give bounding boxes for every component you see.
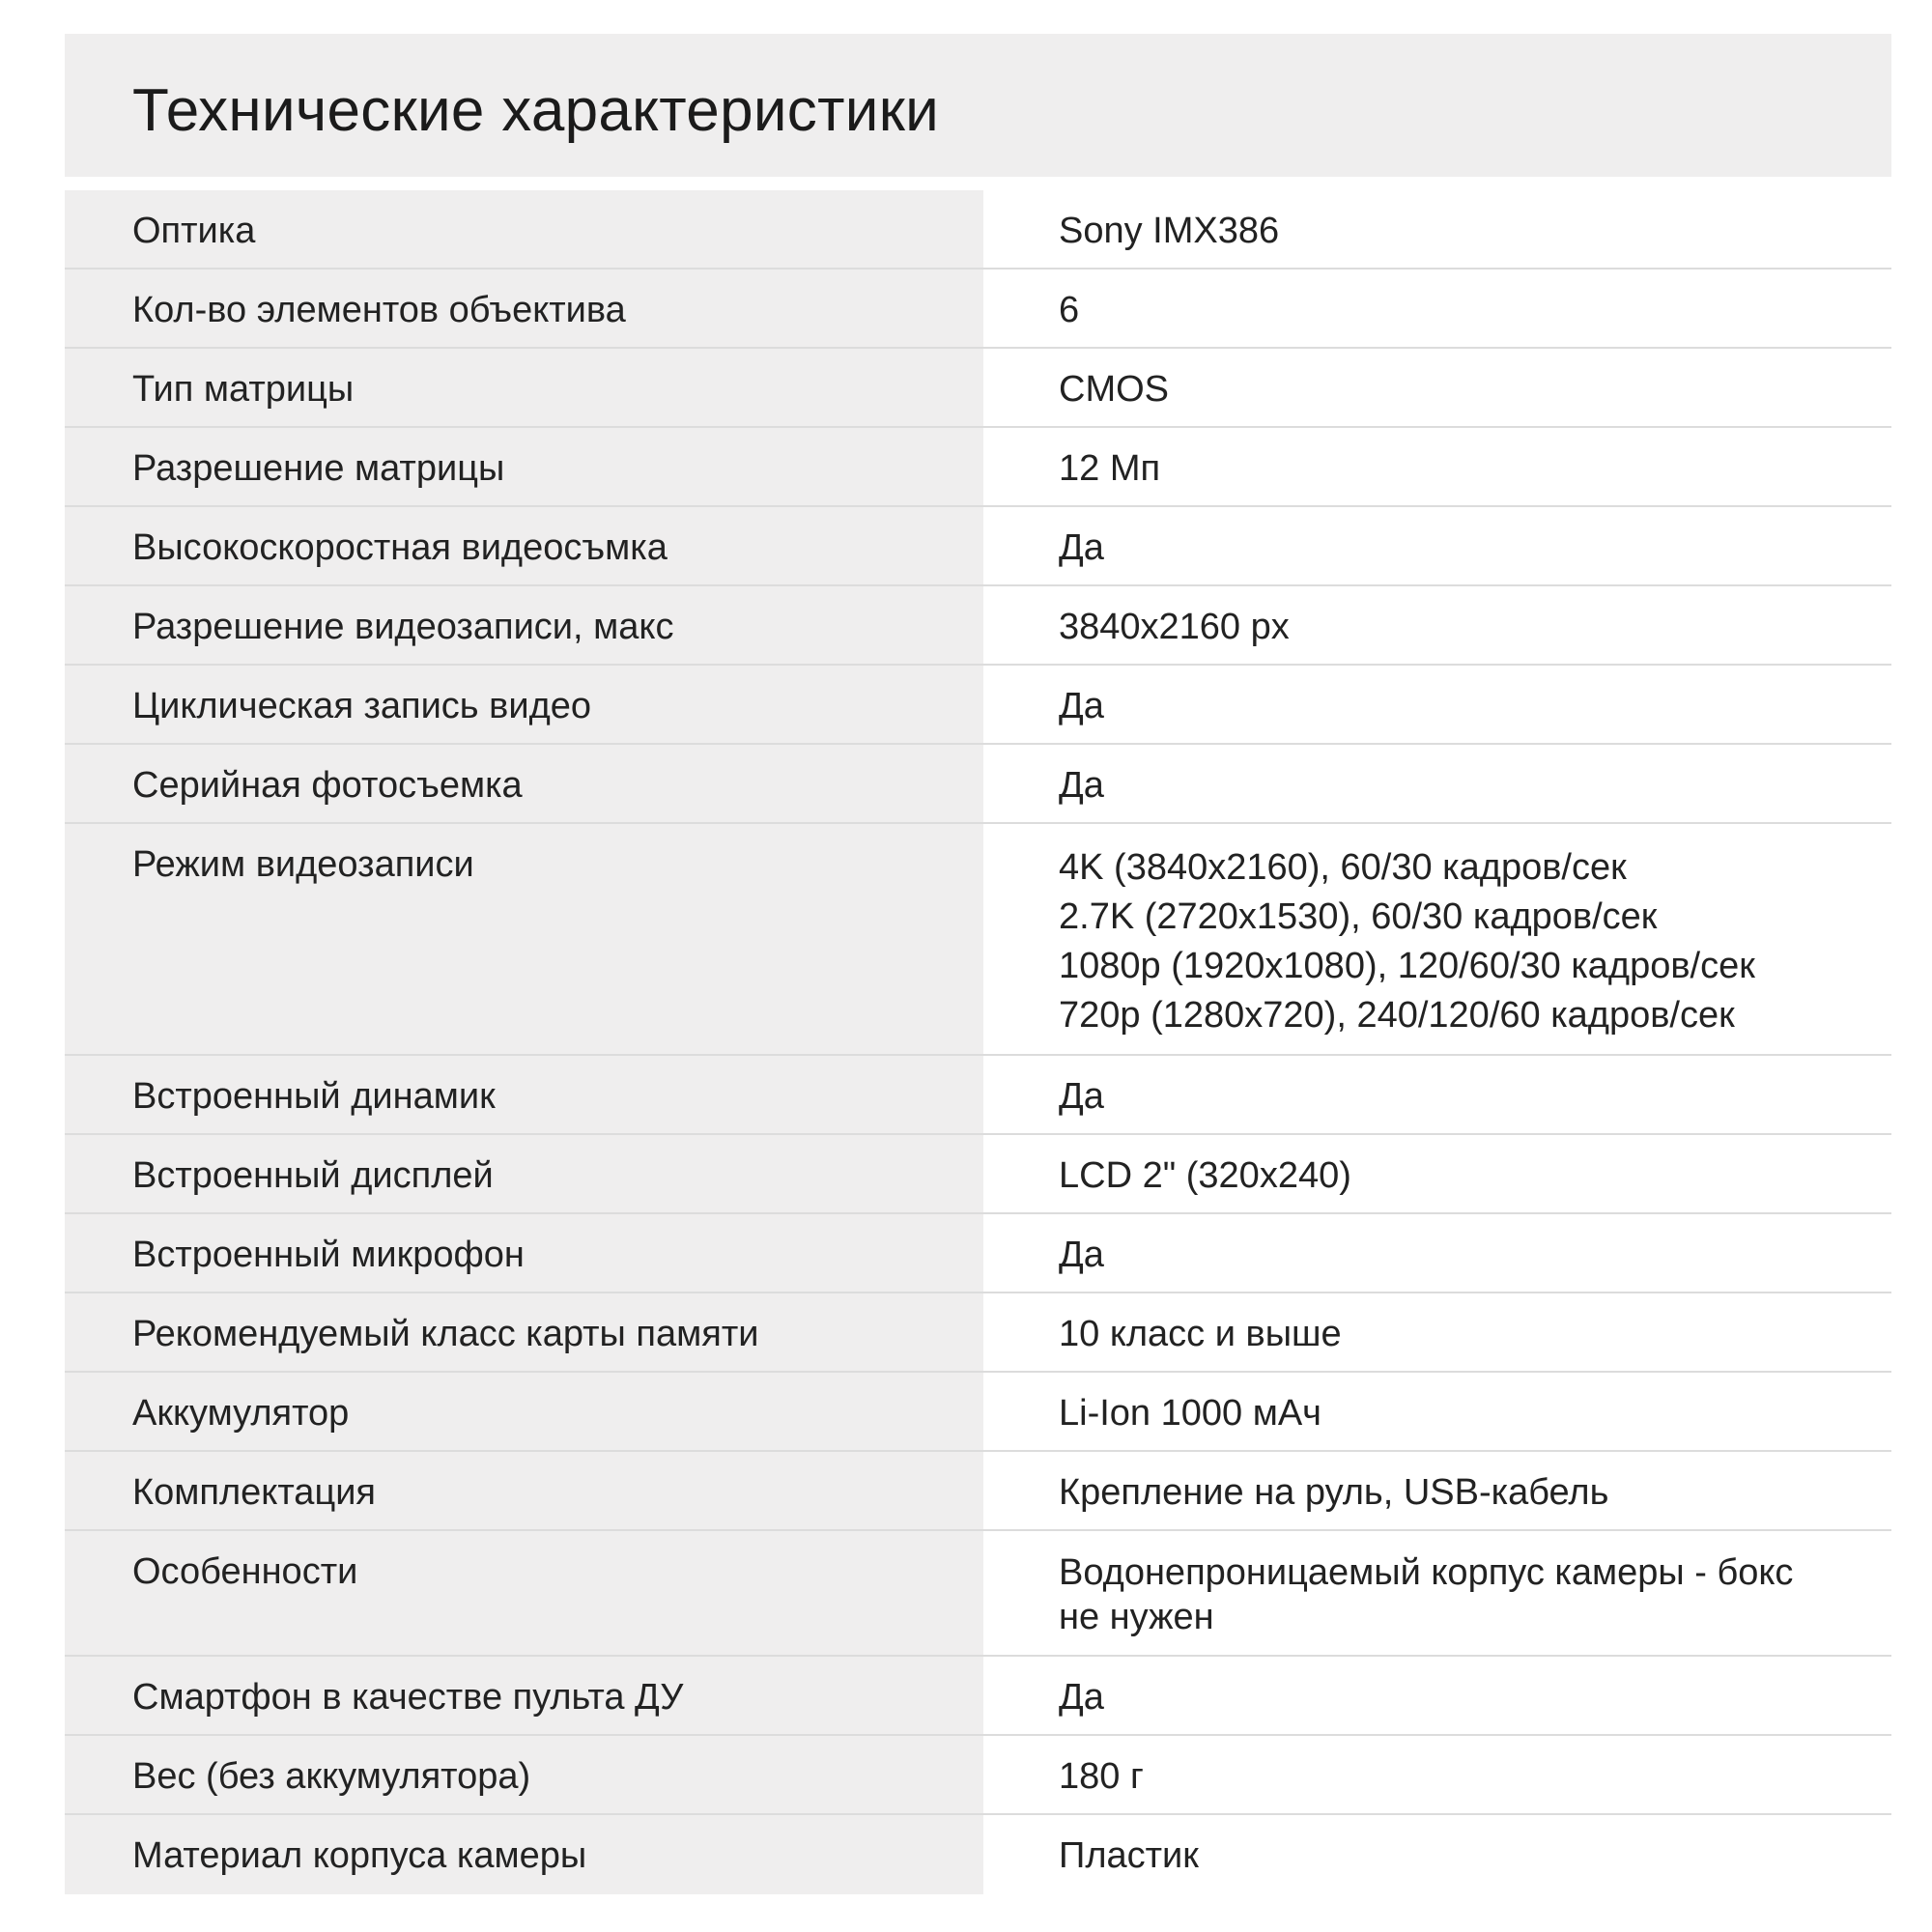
table-row [65,745,1891,824]
spec-label: Разрешение матрицы [65,428,983,505]
table-row [65,824,1891,1056]
spec-label: Вес (без аккумулятора) [65,1736,983,1813]
spec-value-line: Да [1059,1677,1104,1718]
spec-value-line: 10 класс и выше [1059,1314,1342,1354]
spec-label: Встроенный дисплей [65,1135,983,1212]
spec-value-line: Да [1059,686,1104,726]
spec-value-line: Да [1059,1235,1104,1275]
spec-value-line: Да [1059,1076,1104,1117]
spec-value [983,1815,1891,1894]
spec-value-line: Sony IMX386 [1059,211,1280,251]
table-row [65,190,1891,270]
spec-value [983,745,1891,822]
spec-value [983,428,1891,505]
spec-label: Встроенный динамик [65,1056,983,1133]
spec-value-line: 180 г [1059,1756,1144,1797]
spec-value-line: Да [1059,527,1104,568]
spec-value-line: 12 Мп [1059,448,1161,489]
spec-value-line: Водонепроницаемый корпус камеры - бокс [1059,1552,1794,1593]
spec-label: Высокоскоростная видеосъмка [65,507,983,584]
table-row [65,1815,1891,1894]
spec-value [983,1373,1891,1450]
spec-label: Кол-во элементов объектива [65,270,983,347]
spec-value-line: 4K (3840x2160), 60/30 кадров/сек [1059,847,1627,888]
spec-table [65,190,1891,1894]
table-row [65,1056,1891,1135]
spec-value-line: Li-Ion 1000 мАч [1059,1393,1321,1434]
table-row [65,507,1891,586]
spec-header [65,34,1891,177]
spec-value-line: Крепление на руль, USB-кабель [1059,1472,1609,1513]
table-row [65,1657,1891,1736]
spec-value [983,824,1891,1054]
spec-value-line: 720p (1280x720), 240/120/60 кадров/сек [1059,995,1735,1036]
spec-value [983,190,1891,268]
spec-label: Серийная фотосъемка [65,745,983,822]
spec-value-line: LCD 2" (320x240) [1059,1155,1351,1196]
spec-value-line: Пластик [1059,1835,1199,1876]
spec-value-line: 2.7K (2720x1530), 60/30 кадров/сек [1059,896,1658,937]
spec-label: Аккумулятор [65,1373,983,1450]
spec-value-line: не нужен [1059,1597,1214,1637]
spec-value-line: CMOS [1059,369,1169,410]
spec-value-line: 6 [1059,290,1080,330]
spec-value-line: Да [1059,765,1104,806]
spec-label: Тип матрицы [65,349,983,426]
spec-label: Особенности [65,1531,983,1655]
spec-value [983,507,1891,584]
spec-label: Встроенный микрофон [65,1214,983,1292]
spec-label: Оптика [65,190,983,268]
table-row [65,1373,1891,1452]
spec-value [983,270,1891,347]
table-row [65,270,1891,349]
spec-value [983,1452,1891,1529]
table-row [65,1214,1891,1293]
spec-label: Рекомендуемый класс карты памяти [65,1293,983,1371]
page-title: Технические характеристики [132,77,940,144]
table-row [65,586,1891,666]
spec-value [983,349,1891,426]
spec-value [983,1056,1891,1133]
table-row [65,1135,1891,1214]
spec-value-line: 3840x2160 px [1059,607,1290,647]
spec-value [983,1293,1891,1371]
spec-value [983,666,1891,743]
table-row [65,666,1891,745]
spec-value [983,1214,1891,1292]
spec-value [983,1736,1891,1813]
table-row [65,428,1891,507]
spec-value [983,1531,1891,1655]
spec-label: Смартфон в качестве пульта ДУ [65,1657,983,1734]
spec-value [983,586,1891,664]
table-row [65,349,1891,428]
spec-label: Материал корпуса камеры [65,1815,983,1894]
table-row [65,1293,1891,1373]
spec-value-line: 1080p (1920x1080), 120/60/30 кадров/сек [1059,946,1755,986]
table-row [65,1531,1891,1657]
spec-label: Циклическая запись видео [65,666,983,743]
spec-value [983,1135,1891,1212]
spec-label: Разрешение видеозаписи, макс [65,586,983,664]
spec-label: Комплектация [65,1452,983,1529]
table-row [65,1452,1891,1531]
spec-value [983,1657,1891,1734]
spec-label: Режим видеозаписи [65,824,983,1054]
table-row [65,1736,1891,1815]
